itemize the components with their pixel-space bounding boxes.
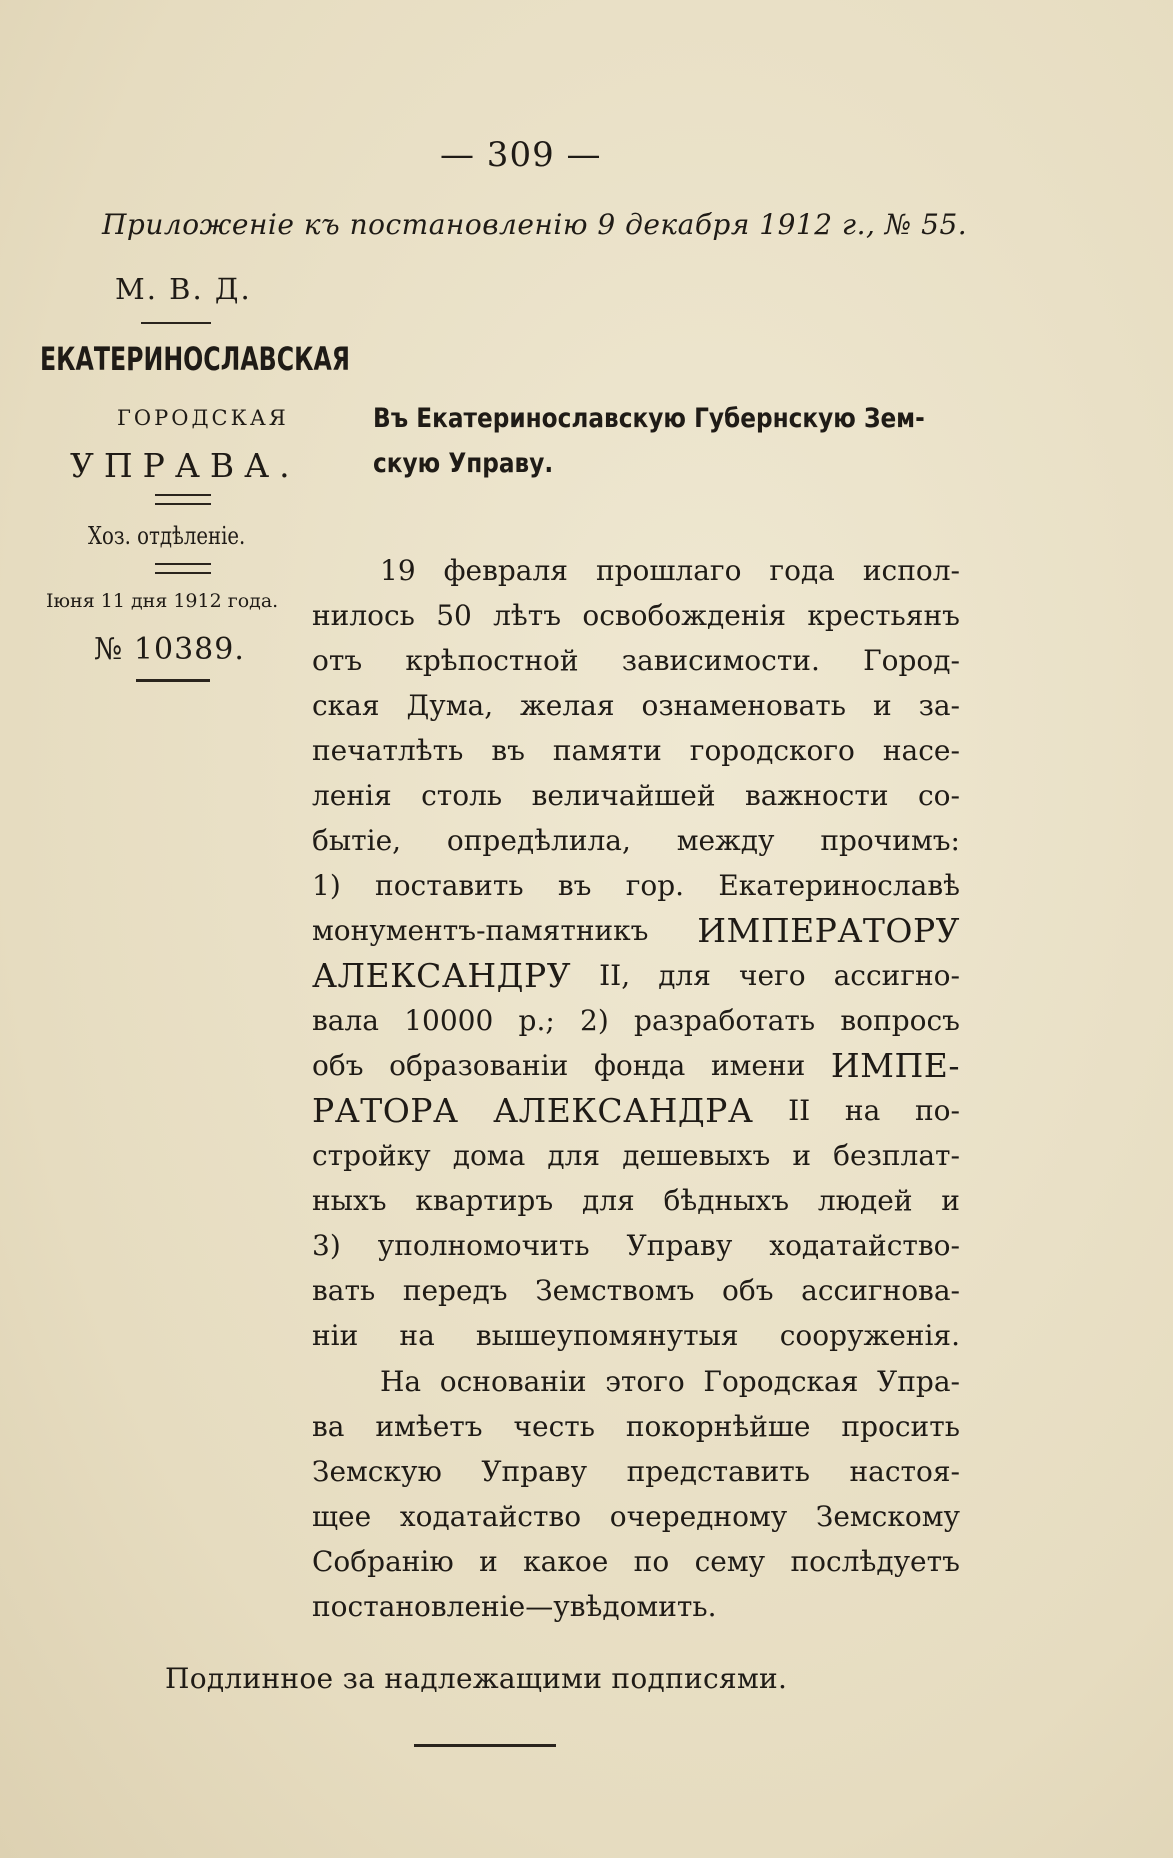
- word: вать: [312, 1274, 376, 1307]
- word: величайшей: [531, 779, 716, 812]
- word: имѣетъ: [375, 1410, 483, 1443]
- word: р.;: [518, 1004, 555, 1037]
- word: 10000: [404, 1004, 494, 1037]
- word: насе-: [882, 734, 960, 767]
- text-line: [312, 548, 960, 593]
- word: очередному: [609, 1500, 788, 1533]
- header-double-rule-2: [155, 563, 211, 574]
- word: ныхъ: [312, 1184, 387, 1217]
- word: представить: [626, 1455, 810, 1488]
- word: крѣпостной: [405, 644, 579, 677]
- word: честь: [513, 1410, 595, 1443]
- letter-date: Іюня 11 дня 1912 года.: [46, 590, 279, 612]
- text-line: [312, 1313, 960, 1358]
- word: 1): [312, 869, 341, 902]
- text-line: [312, 1359, 960, 1404]
- word: настоя-: [849, 1455, 960, 1488]
- word: гор.: [625, 869, 685, 902]
- word: квартиръ: [415, 1184, 554, 1217]
- text-line: [312, 1178, 960, 1223]
- word: Управу: [626, 1229, 733, 1262]
- word: и: [941, 1184, 960, 1217]
- word: въ: [491, 734, 525, 767]
- text-line: [312, 818, 960, 863]
- word: Земствомъ: [535, 1274, 695, 1307]
- word: основаніи: [439, 1365, 587, 1398]
- text-line: [312, 1088, 960, 1133]
- word: зависимости.: [621, 644, 820, 677]
- word: ИМПЕРАТОРУ: [697, 911, 960, 950]
- header-double-rule-1: [155, 494, 211, 505]
- word: бѣдныхъ: [663, 1184, 790, 1217]
- word: для: [658, 959, 711, 992]
- text-line: [312, 638, 960, 683]
- addressee-line-1: Въ Екатеринославскую Губернскую Зем-: [373, 403, 925, 434]
- word: монументъ-памятникъ: [312, 914, 649, 947]
- word: АЛЕКСАНДРУ: [312, 956, 572, 995]
- word: желая: [520, 689, 615, 722]
- text-line: [312, 1404, 960, 1449]
- text-line: [312, 1223, 960, 1268]
- word: Дума,: [406, 689, 494, 722]
- word: безплат-: [833, 1139, 960, 1172]
- word: Городская: [703, 1365, 859, 1398]
- org-board: УПРАВА.: [70, 446, 300, 485]
- text-line: [312, 953, 960, 998]
- word: дешевыхъ: [622, 1139, 771, 1172]
- word: Упра-: [877, 1365, 960, 1398]
- page-number: — 309 —: [440, 135, 602, 175]
- word: АЛЕКСАНДРА: [493, 1091, 754, 1130]
- text-line: [312, 908, 960, 953]
- text-line: [312, 593, 960, 638]
- word: покорнѣйше: [625, 1410, 811, 1443]
- text-line: [312, 863, 960, 908]
- word: РАТОРА: [312, 1091, 459, 1130]
- word: и: [479, 1545, 498, 1578]
- text-line: [312, 683, 960, 728]
- word: со-: [917, 779, 960, 812]
- word: разработать: [634, 1004, 816, 1037]
- text-line: [312, 998, 960, 1043]
- word: прочимъ:: [820, 824, 960, 857]
- word: На: [380, 1365, 422, 1398]
- word: чего: [738, 959, 806, 992]
- word: какое: [523, 1545, 609, 1578]
- word: уполномочить: [377, 1229, 590, 1262]
- text-line: [312, 1449, 960, 1494]
- word: по: [633, 1545, 670, 1578]
- word: ознаменовать: [641, 689, 847, 722]
- word: II,: [599, 959, 631, 992]
- word: въ: [557, 869, 592, 902]
- paragraph-1: [312, 548, 960, 1358]
- word: крестьянъ: [807, 599, 960, 632]
- word: 3): [312, 1229, 341, 1262]
- word: для: [581, 1184, 635, 1217]
- word: за-: [918, 689, 960, 722]
- text-line: [312, 728, 960, 773]
- word: Земскую: [312, 1455, 442, 1488]
- word: объ: [312, 1049, 364, 1082]
- word: дома: [452, 1139, 526, 1172]
- addressee-line-2: скую Управу.: [373, 448, 554, 479]
- word: просить: [841, 1410, 960, 1443]
- word: Город-: [863, 644, 960, 677]
- word: между: [676, 824, 775, 857]
- word: послѣдуетъ: [790, 1545, 960, 1578]
- word: отъ: [312, 644, 363, 677]
- ministry-abbrev: М. В. Д.: [115, 272, 252, 306]
- word: столь: [421, 779, 503, 812]
- word: освобожденія: [582, 599, 787, 632]
- text-line: [312, 773, 960, 818]
- word: печатлѣть: [312, 734, 464, 767]
- org-type: ГОРОДСКАЯ: [117, 406, 289, 430]
- word: ходатайство: [399, 1500, 582, 1533]
- word: Екатеринославѣ: [718, 869, 960, 902]
- letter-body: [312, 548, 960, 1629]
- word: объ: [722, 1274, 774, 1307]
- footer-note: Подлинное за надлежащими подписями.: [165, 1662, 788, 1695]
- word: по-: [914, 1094, 960, 1127]
- word: на: [399, 1319, 435, 1352]
- registration-number: № 10389.: [94, 632, 245, 667]
- word: щее: [312, 1500, 372, 1533]
- word: памяти: [552, 734, 662, 767]
- word: 50: [436, 599, 472, 632]
- text-line: [312, 1539, 960, 1584]
- text-line: [312, 1133, 960, 1178]
- word: ленія: [312, 779, 392, 812]
- word: ассигно-: [833, 959, 960, 992]
- word: ассигнова-: [801, 1274, 960, 1307]
- department: Хоз. отдѣленіе.: [88, 522, 246, 550]
- footer-rule: [414, 1744, 556, 1747]
- word: ИМПЕ-: [830, 1046, 960, 1085]
- word: и: [872, 689, 892, 722]
- word: передъ: [402, 1274, 508, 1307]
- word: Земскому: [815, 1500, 960, 1533]
- text-line: [312, 1494, 960, 1539]
- paragraph-2: [312, 1359, 960, 1629]
- word: стройку: [312, 1139, 431, 1172]
- word: постановленіе—увѣдомить.: [312, 1590, 717, 1623]
- word: вала: [312, 1004, 379, 1037]
- text-line: [312, 1043, 960, 1088]
- word: сооруженія.: [779, 1319, 960, 1352]
- word: ская: [312, 689, 380, 722]
- word: и: [792, 1139, 812, 1172]
- word: имени: [710, 1049, 806, 1082]
- header-rule-2: [136, 679, 210, 682]
- text-line: [312, 1584, 960, 1629]
- word: фонда: [593, 1049, 686, 1082]
- word: лѣтъ: [493, 599, 562, 632]
- word: образованіи: [389, 1049, 569, 1082]
- word: года: [769, 554, 835, 587]
- text-line: [312, 1268, 960, 1313]
- word: поставить: [375, 869, 524, 902]
- appendix-note: Приложеніе къ постановленію 9 декабря 1912 г., № 55.: [102, 208, 968, 241]
- word: Собранію: [312, 1545, 454, 1578]
- word: прошлаго: [595, 554, 742, 587]
- addressee: [373, 396, 925, 486]
- word: бытіе,: [312, 824, 402, 857]
- word: ніи: [312, 1319, 359, 1352]
- word: нилось: [312, 599, 415, 632]
- word: на: [844, 1094, 881, 1127]
- header-rule-1: [141, 322, 211, 324]
- word: испол-: [862, 554, 960, 587]
- org-name: ЕКАТЕРИНОСЛАВСКАЯ: [40, 340, 351, 378]
- word: вопросъ: [840, 1004, 960, 1037]
- word: опредѣлила,: [446, 824, 631, 857]
- word: II: [788, 1094, 811, 1127]
- word: февраля: [443, 554, 568, 587]
- word: 2): [580, 1004, 609, 1037]
- word: ва: [312, 1410, 345, 1443]
- word: городского: [689, 734, 855, 767]
- word: этого: [605, 1365, 685, 1398]
- word: людей: [817, 1184, 913, 1217]
- word: важности: [744, 779, 889, 812]
- word: 19: [380, 554, 416, 587]
- word: вышеупомянутыя: [475, 1319, 739, 1352]
- word: Управу: [481, 1455, 588, 1488]
- word: ходатайство-: [769, 1229, 960, 1262]
- word: сему: [694, 1545, 766, 1578]
- word: для: [547, 1139, 601, 1172]
